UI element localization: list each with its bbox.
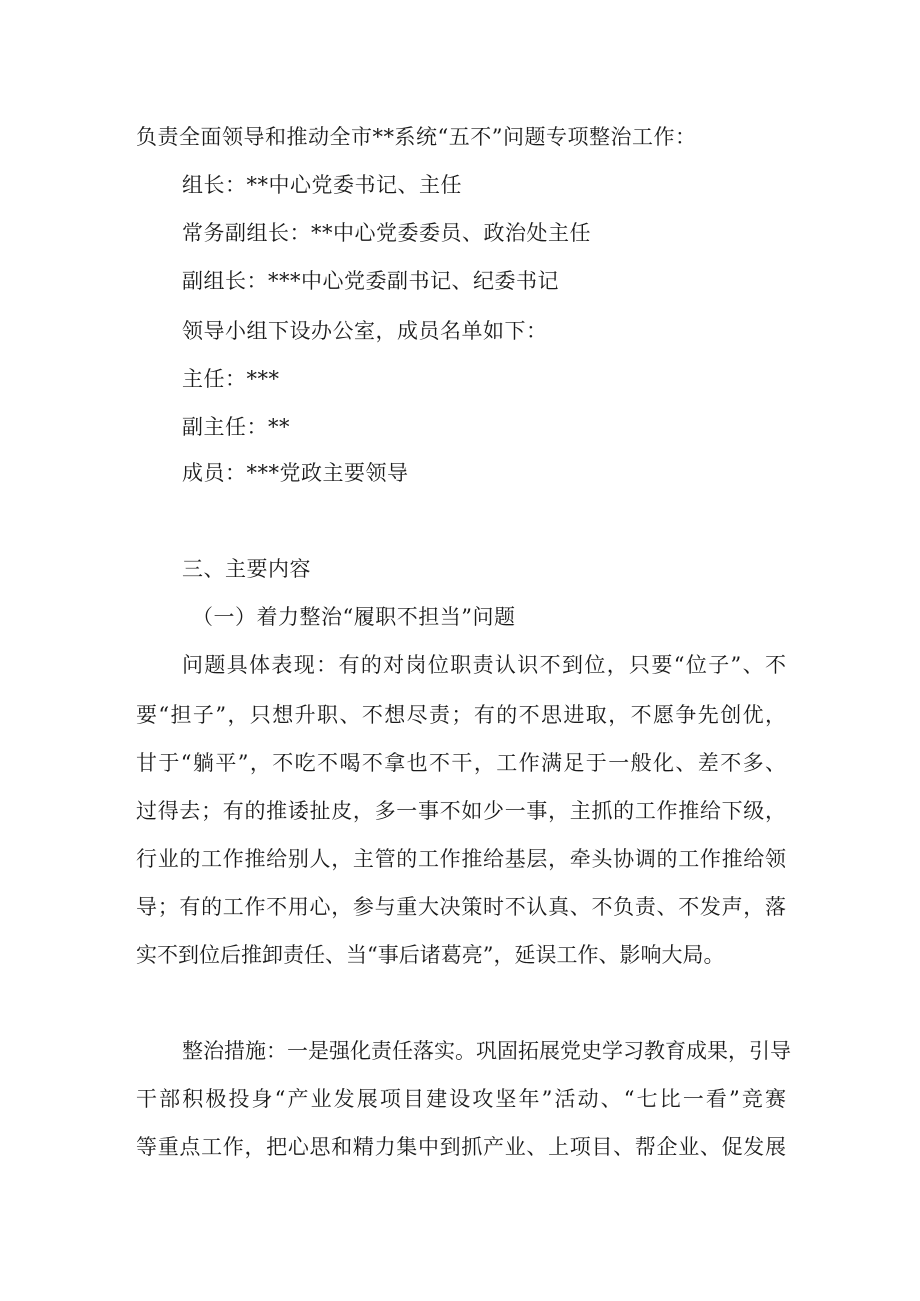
leader-line: 组长：**中心党委书记、主任 xyxy=(182,173,462,197)
paragraph-line: 行业的工作推给别人，主管的工作推给基层，牵头协调的工作推给领 xyxy=(136,847,786,871)
director-line: 主任：*** xyxy=(182,367,280,391)
subsection-heading: （一）着力整治“履职不担当”问题 xyxy=(192,605,516,629)
paragraph-line: 过得去；有的推诿扯皮，多一事不如少一事，主抓的工作推给下级， xyxy=(136,799,786,823)
paragraph-line: 导；有的工作不用心，参与重大决策时不认真、不负责、不发声，落 xyxy=(136,895,786,919)
deputy-line: 副组长：***中心党委副书记、纪委书记 xyxy=(182,269,559,293)
paragraph-line: 整治措施：一是强化责任落实。巩固拓展党史学习教育成果，引导 xyxy=(182,1039,791,1063)
paragraph-line: 干部积极投身“产业发展项目建设攻坚年”活动、“七比一看”竞赛 xyxy=(136,1087,786,1111)
paragraph-line: 等重点工作，把心思和精力集中到抓产业、上项目、帮企业、促发展 xyxy=(136,1135,786,1159)
paragraph-line: 问题具体表现：有的对岗位职责认识不到位，只要“位子”、不 xyxy=(182,653,786,677)
members-line: 成员：***党政主要领导 xyxy=(182,461,409,485)
office-intro-line: 领导小组下设办公室，成员名单如下： xyxy=(182,319,548,343)
paragraph-line: 实不到位后推卸责任、当“事后诸葛亮”，延误工作、影响大局。 xyxy=(136,943,725,967)
paragraph-line: 要“担子”，只想升职、不想尽责；有的不思进取，不愿争先创优， xyxy=(136,703,786,727)
intro-line: 负责全面领导和推动全市**系统“五不”问题专项整治工作： xyxy=(136,125,697,149)
paragraph-line: 甘于“躺平”，不吃不喝不拿也不干，工作满足于一般化、差不多、 xyxy=(136,751,786,775)
section-heading: 三、主要内容 xyxy=(182,557,311,581)
exec-deputy-line: 常务副组长：**中心党委委员、政治处主任 xyxy=(182,221,591,245)
deputy-director-line: 副主任：** xyxy=(182,415,290,439)
